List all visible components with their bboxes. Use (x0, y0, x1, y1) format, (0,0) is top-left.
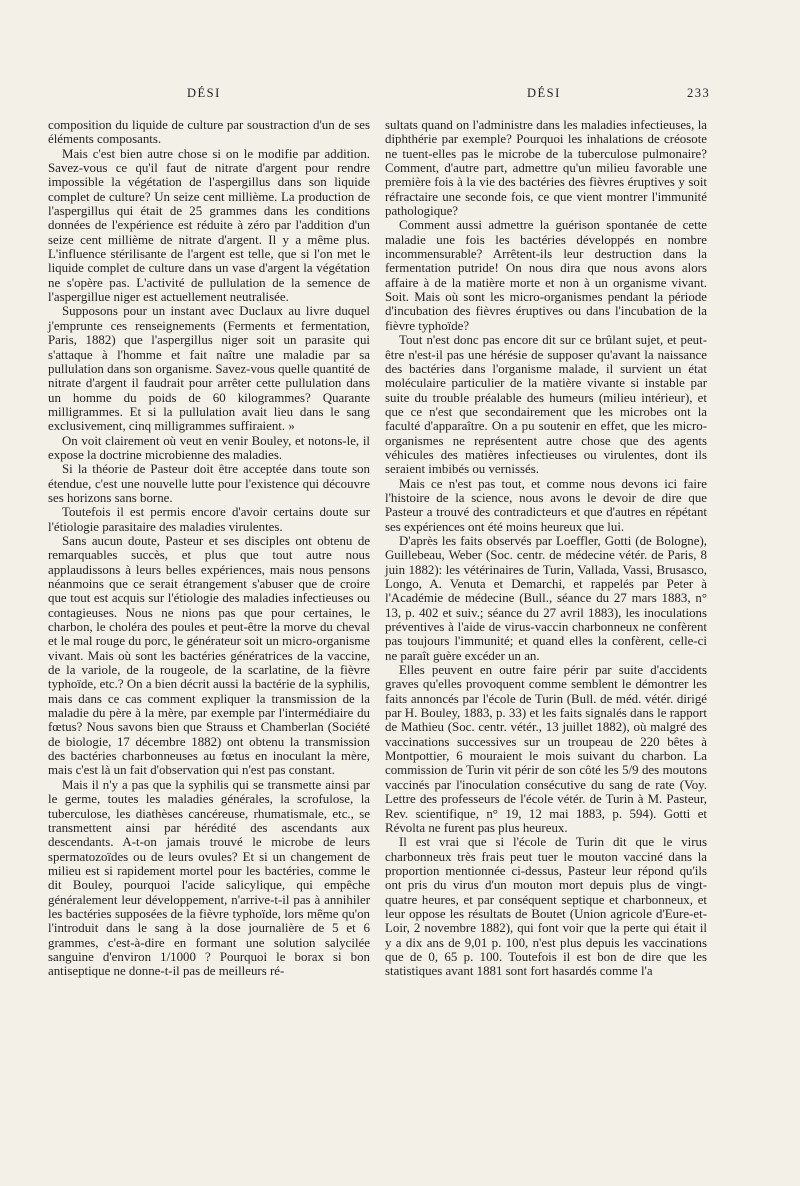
header-right-title: DÉSI (527, 86, 561, 100)
paragraph: composition du liquide de culture par soustraction d'un de ses éléments composants. (48, 118, 370, 147)
paragraph: Mais c'est bien autre chose si on le modifie par addition. Savez-vous ce qu'il faut de nitrate d'argent pour rendre impossible la végétation de l'aspergillus dans son liquide complet de culture? Un seize cent millième. La production de l'aspergillus qui était de 25 grammes dans les conditions données de l'expérience est réduite à zéro par l'addition d'un seize cent millième de nitrate d'argent. Il y a même plus. L'influence stérilisante de l'argent est telle, que si l'on met le liquide complet de culture dans un vase d'argent la végétation ne s'opère pas. L'activité de pullulation de la semence de l'aspergillue niger est actuellement neutralisée. (48, 146, 370, 305)
page-number: 233 (687, 86, 711, 100)
paragraph: Il est vrai que si l'école de Turin dit que le virus charbonneux très frais peut tuer le mouton vacciné dans la proportion mentionnée ci-dessus, Pasteur leur répond qu'ils ont pris du virus d'un mouton mort depuis plus de vingt-quatre heures, et par conséquent septique et charbonneux, et leur oppose les résultats de Boutet (Union agricole d'Eure-et-Loir, 2 novembre 1882), qui font voir que la perte qui était il y a dix ans de 9,01 p. 100, n'est plus depuis les vaccinations que de 0, 65 p. 100. Toutefois il est bon de dire que les statistiques avant 1881 sont fort hasardés comme l'a (385, 835, 707, 979)
paragraph: Toutefois il est permis encore d'avoir certains doute sur l'étiologie parasitaire des maladies virulentes. (48, 505, 370, 534)
left-text-column (48, 118, 370, 979)
paragraph: On voit clairement où veut en venir Bouley, et notons-le, il expose la doctrine microbienne des maladies. (48, 433, 370, 462)
paragraph: Elles peuvent en outre faire périr par suite d'accidents graves qu'elles provoquent comme semblent le démontrer les faits annoncés par l'école de Turin (Bull. de méd. vétér. dirigé par H. Bouley, 1883, p. 33) et les faits signalés dans le rapport de Mathieu (Soc. centr. vétér., 13 juillet 1882), où malgré des vaccinations successives sur un troupeau de 220 bêtes à Montpottier, 6 mouraient le mois suivant du charbon. La commission de Turin vit périr de son côté les 5/9 des moutons vaccinés par l'inoculation consécutive du sang de rate (Voy. Lettre des professeurs de l'école vétér. de Turin à M. Pasteur, Rev. scientifique, n° 19, 12 mai 1883, p. 594). Gotti et Révolta ne furent pas plus heureux. (385, 663, 707, 835)
paragraph: Sans aucun doute, Pasteur et ses disciples ont obtenu de remarquables succès, et plus que tout autre nous applaudissons à leurs belles expériences, mais nous pensons néanmoins que ce serait étrangement s'abuser que de croire que tout est acquis sur l'étiologie des maladies infectieuses ou contagieuses. Nous ne nions pas que pour certaines, le charbon, le choléra des poules et peut-être la morve du cheval et le mal rouge du porc, le générateur soit un micro-organisme vivant. Mais où sont les bactéries génératrices de la vaccine, de la variole, de la rougeole, de la scarlatine, de la fièvre typhoïde, etc.? On a bien décrit aussi la bactérie de la syphilis, mais dans ce cas comment expliquer la transmission de la maladie du père à la mère, par exemple par l'intermédiaire du fœtus? Nous savons bien que Strauss et Chamberlan (Société de biologie, 17 décembre 1882) ont obtenu la transmission des bactéries charbonneuses au fœtus en inoculant la mère, mais c'est là un fait d'observation qui n'est pas constant. (48, 533, 370, 778)
header-left-title: DÉSI (187, 86, 221, 100)
right-text-column (385, 118, 707, 979)
paragraph: Si la théorie de Pasteur doit être acceptée dans toute son étendue, c'est une nouvelle lutte pour l'existence qui découvre ses horizons sans borne. (48, 462, 370, 505)
paragraph: Mais ce n'est pas tout, et comme nous devons ici faire l'histoire de la science, nous avons le devoir de dire que Pasteur a trouvé des contradicteurs et que d'autres en répétant ses expériences ont été moins heureux que lui. (385, 476, 707, 534)
paragraph: Tout n'est donc pas encore dit sur ce brûlant sujet, et peut-être n'est-il pas une hérésie de supposer qu'avant la naissance des bactéries dans l'organisme malade, il survient un état moléculaire particulier de la matière vivante si instable par suite du trouble préalable des humeurs (milieu intérieur), et que ce n'est que secondairement que les microbes ont la faculté d'apparaître. On a pu soutenir en effet, que les micro-organismes ne représentent autre chose que des agents véhicules des matières infectieuses ou virulentes, dont ils seraient imbibés ou vernissés. (385, 333, 707, 477)
paragraph: Supposons pour un instant avec Duclaux au livre duquel j'emprunte ces renseignements (Ferments et fermentation, Paris, 1882) que l'aspergillus niger soit un parasite qui s'attaque à l'homme et fait naître une maladie par sa pullulation dans son organisme. Savez-vous quelle quantité de nitrate d'argent il faudrait pour arrêter cette pullulation dans un homme du poids de 60 kilogrammes? Quarante milligrammes. Et si la pullulation avait lieu dans le sang exclusivement, cinq milligrammes suffiraient. » (48, 304, 370, 434)
running-header (0, 86, 800, 104)
paragraph: sultats quand on l'administre dans les maladies infectieuses, la diphthérie par exemple? Pourquoi les inhalations de créosote ne tuent-elles pas le microbe de la tuberculose pulmonaire? Comment, d'autre part, admettre qu'un milieu favorable une première fois à la vie des bactéries des fièvres éruptives y soit réfractaire une seconde fois, ce que vient montrer l'immunité pathologique? (385, 118, 707, 219)
paragraph: Mais il n'y a pas que la syphilis qui se transmette ainsi par le germe, toutes les maladies générales, la scrofulose, la tuberculose, les diathèses cancéreuse, rhumatismale, etc., se transmettent ainsi par hérédité des ascendants aux descendants. A-t-on jamais trouvé le microbe de leurs spermatozoïdes ou de leurs ovules? Et si un changement de milieu est si rapidement mortel pour les bactéries, comme le dit Bouley, pourquoi l'acide salicylique, qui empêche généralement leur développement, n'arrive-t-il pas à annihiler les bactéries supposées de la fièvre typhoïde, lors même qu'on l'introduit dans le sang à la dose journalière de 5 et 6 grammes, c'est-à-dire en formant une solution salycilée sanguine d'environ 1/1000 ? Pourquoi le borax si bon antiseptique ne donne-t-il pas de meilleurs ré- (48, 777, 370, 979)
paragraph: D'après les faits observés par Loeffler, Gotti (de Bologne), Guillebeau, Weber (Soc. centr. de médecine vétér. de Paris, 8 juin 1882): les vétérinaires de Turin, Vallada, Vassi, Brusasco, Longo, A. Venuta et Demarchi, et rappelés par Peter à l'Académie de médecine (Bull., séance du 27 mars 1883, n° 13, p. 402 et suiv.; séance du 27 avril 1883), les inoculations préventives à l'aide de virus-vaccin charbonneux ne confèrent pas toujours l'immunité; et quand elles la confèrent, celle-ci ne paraît guère excéder un an. (385, 533, 707, 663)
paragraph: Comment aussi admettre la guérison spontanée de cette maladie une fois les bactéries développés en nombre incommensurable? Arrêtent-ils leur destruction dans la fermentation putride! On nous dira que nous avons alors affaire à de la matière morte et non à un organisme vivant. Soit. Mais où sont les micro-organismes pendant la période d'incubation des fièvres éruptives ou dans l'incubation de la fièvre typhoïde? (385, 218, 707, 333)
